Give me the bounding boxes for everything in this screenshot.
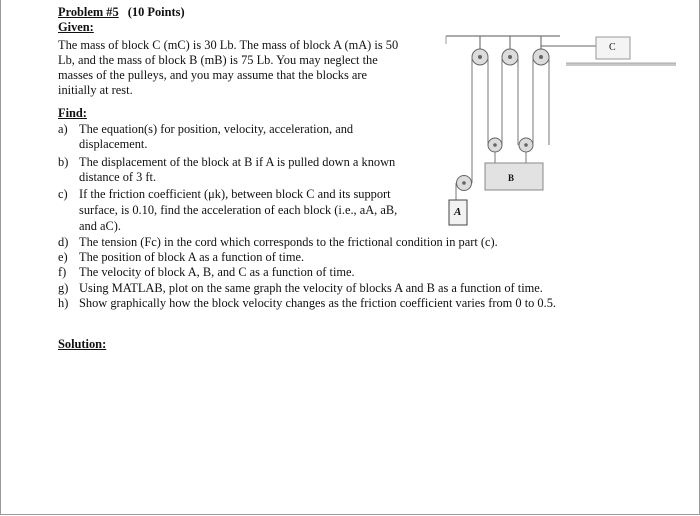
problem-number: Problem #5 [58,5,119,19]
find-item-text: The position of block A as a function of time. [79,250,305,264]
given-line-2: Lb, and the mass of block B (mB) is 75 Lb. You may neglect the [58,53,378,67]
given-line-4: initially at rest. [58,83,133,97]
lower-pulley-2 [519,138,533,163]
find-item-text: Using MATLAB, plot on the same graph the velocity of blocks A and B as a function of time. [79,281,543,295]
given-line-1: The mass of block C (mC) is 30 Lb. The mass of block A (mA) is 50 [58,38,399,52]
find-item-text: The tension (Fc) in the cord which corresponds to the frictional condition in part (c). [79,235,498,249]
find-item-marker: c) [58,187,68,201]
find-item-text: displacement. [79,137,148,151]
find-item-text: distance of 3 ft. [79,170,157,184]
find-item-marker: b) [58,155,69,169]
block-c-surface [566,63,676,66]
find-item-marker: a) [58,122,68,136]
find-item-marker: g) [58,281,69,295]
top-pulley-1 [472,36,488,65]
solution-heading: Solution: [58,337,107,351]
block-c-label: C [609,42,616,53]
find-item-marker: d) [58,235,69,249]
find-item-marker: h) [58,296,69,310]
find-item-text: and aC). [79,219,121,233]
find-item-text: The displacement of the block at B if A is pulled down a known [79,155,396,169]
top-pulley-2 [502,36,518,65]
find-item-text: If the friction coefficient (μk), between block C and its support [79,187,391,201]
find-item-marker: f) [58,265,67,279]
find-item-marker: e) [58,250,68,264]
find-item-text: The equation(s) for position, velocity, acceleration, and [79,122,354,136]
top-pulley-3 [533,36,549,65]
given-heading: Given: [58,20,94,34]
ceiling-support [446,36,560,44]
block-a-label: A [454,206,462,218]
find-heading: Find: [58,106,87,120]
find-item-text: The velocity of block A, B, and C as a function of time. [79,265,355,279]
lower-pulley-1 [488,138,502,163]
find-item-text: Show graphically how the block velocity changes as the friction coefficient varies from 0 to 0.5. [79,296,557,310]
problem-points: (10 Points) [127,5,185,19]
pulley-a [457,176,472,191]
block-b-label: B [508,173,515,183]
find-item-text: surface, is 0.10, find the acceleration of each block (i.e., aA, aB, [79,203,398,217]
given-line-3: masses of the pulleys, and you may assume that the blocks are [58,68,368,82]
